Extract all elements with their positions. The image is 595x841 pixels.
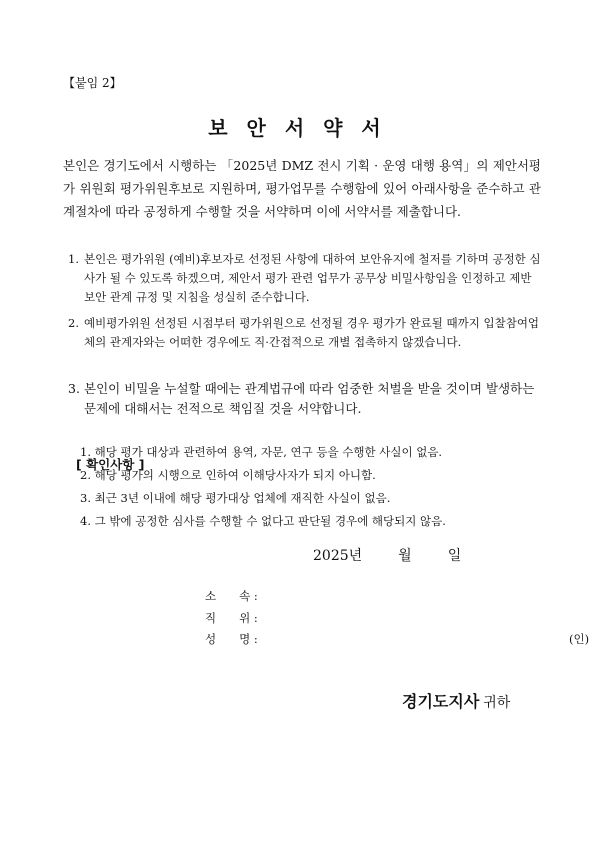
position-label: 직 위 : (205, 611, 258, 625)
document-title: 보 안 서 약 서 (208, 116, 387, 140)
pledge-item-number: 3. (68, 381, 80, 396)
date-line (313, 545, 497, 565)
affiliation-label: 소 속 : (205, 589, 258, 603)
pledge-item-2 (68, 314, 546, 352)
date-month: 월 (398, 548, 412, 564)
pledge-item-text: 본인은 평가위원 (예비)후보자로 선정된 사항에 대하여 보안유지에 철저를 기하며 공정한 심사가 될 수 있도록 하겠으며, 제안서 평가 관련 업무가 공무상 비밀사항임을 인정하고 제반 보안 관계 규정 및 지침을 성실히 준수합니다. (84, 252, 541, 304)
seal-mark: (인) (569, 632, 590, 646)
confirmation-item: 1. 해당 평가 대상과 관련하여 용역, 자문, 연구 등을 수행한 사실이 없음. (80, 445, 443, 459)
name-field (205, 631, 267, 647)
pledge-item-1 (68, 250, 546, 307)
confirmation-item: 4. 그 밖에 공정한 심사를 수행할 수 없다고 판단될 경우에 해당되지 않음. (80, 514, 446, 528)
recipient-line (402, 689, 510, 712)
confirmation-heading: [ 확인사항 ] (76, 457, 145, 472)
intro-paragraph: 본인은 경기도에서 시행하는 「2025년 DMZ 전시 기획 · 운영 대행 용역」의 제안서평가 위원회 평가위원후보로 지원하며, 평가업무를 수행함에 있어 아래사항을 준수하고 관계절차에 따라 공정하게 수행할 것을 서약하며 이에 서약서를 제출합니다. (63, 158, 541, 219)
date-year: 2025년 (313, 548, 363, 564)
affiliation-field (205, 588, 267, 604)
confirmation-item: 3. 최근 3년 이내에 해당 평가대상 업체에 재직한 사실이 없음. (80, 491, 391, 505)
pledge-item-number: 1. (68, 252, 79, 266)
name-label: 성 명 : (205, 632, 258, 646)
pledge-item-3 (68, 379, 546, 419)
pledge-item-text: 본인이 비밀을 누설할 때에는 관계법규에 따라 엄중한 처벌을 받을 것이며 발생하는 문제에 대해서는 전적으로 책임질 것을 서약합니다. (84, 381, 535, 416)
pledge-item-text: 예비평가위원 선정된 시점부터 평가위원으로 선정될 경우 평가가 완료될 때까지 입찰참여업체의 관계자와는 어떠한 경우에도 직·간접적으로 개별 접촉하지 않겠습니다. (84, 316, 540, 349)
date-day: 일 (447, 548, 462, 564)
position-field (205, 610, 267, 626)
pledge-item-number: 2. (68, 316, 79, 330)
recipient-name: 경기도지사 (402, 692, 480, 711)
recipient-honorific: 귀하 (483, 695, 511, 711)
confirmation-item: 2. 해당 평가의 시행으로 인하여 이해당사자가 되지 아니함. (80, 468, 376, 482)
attachment-label: 【붙임 2】 (63, 76, 122, 90)
